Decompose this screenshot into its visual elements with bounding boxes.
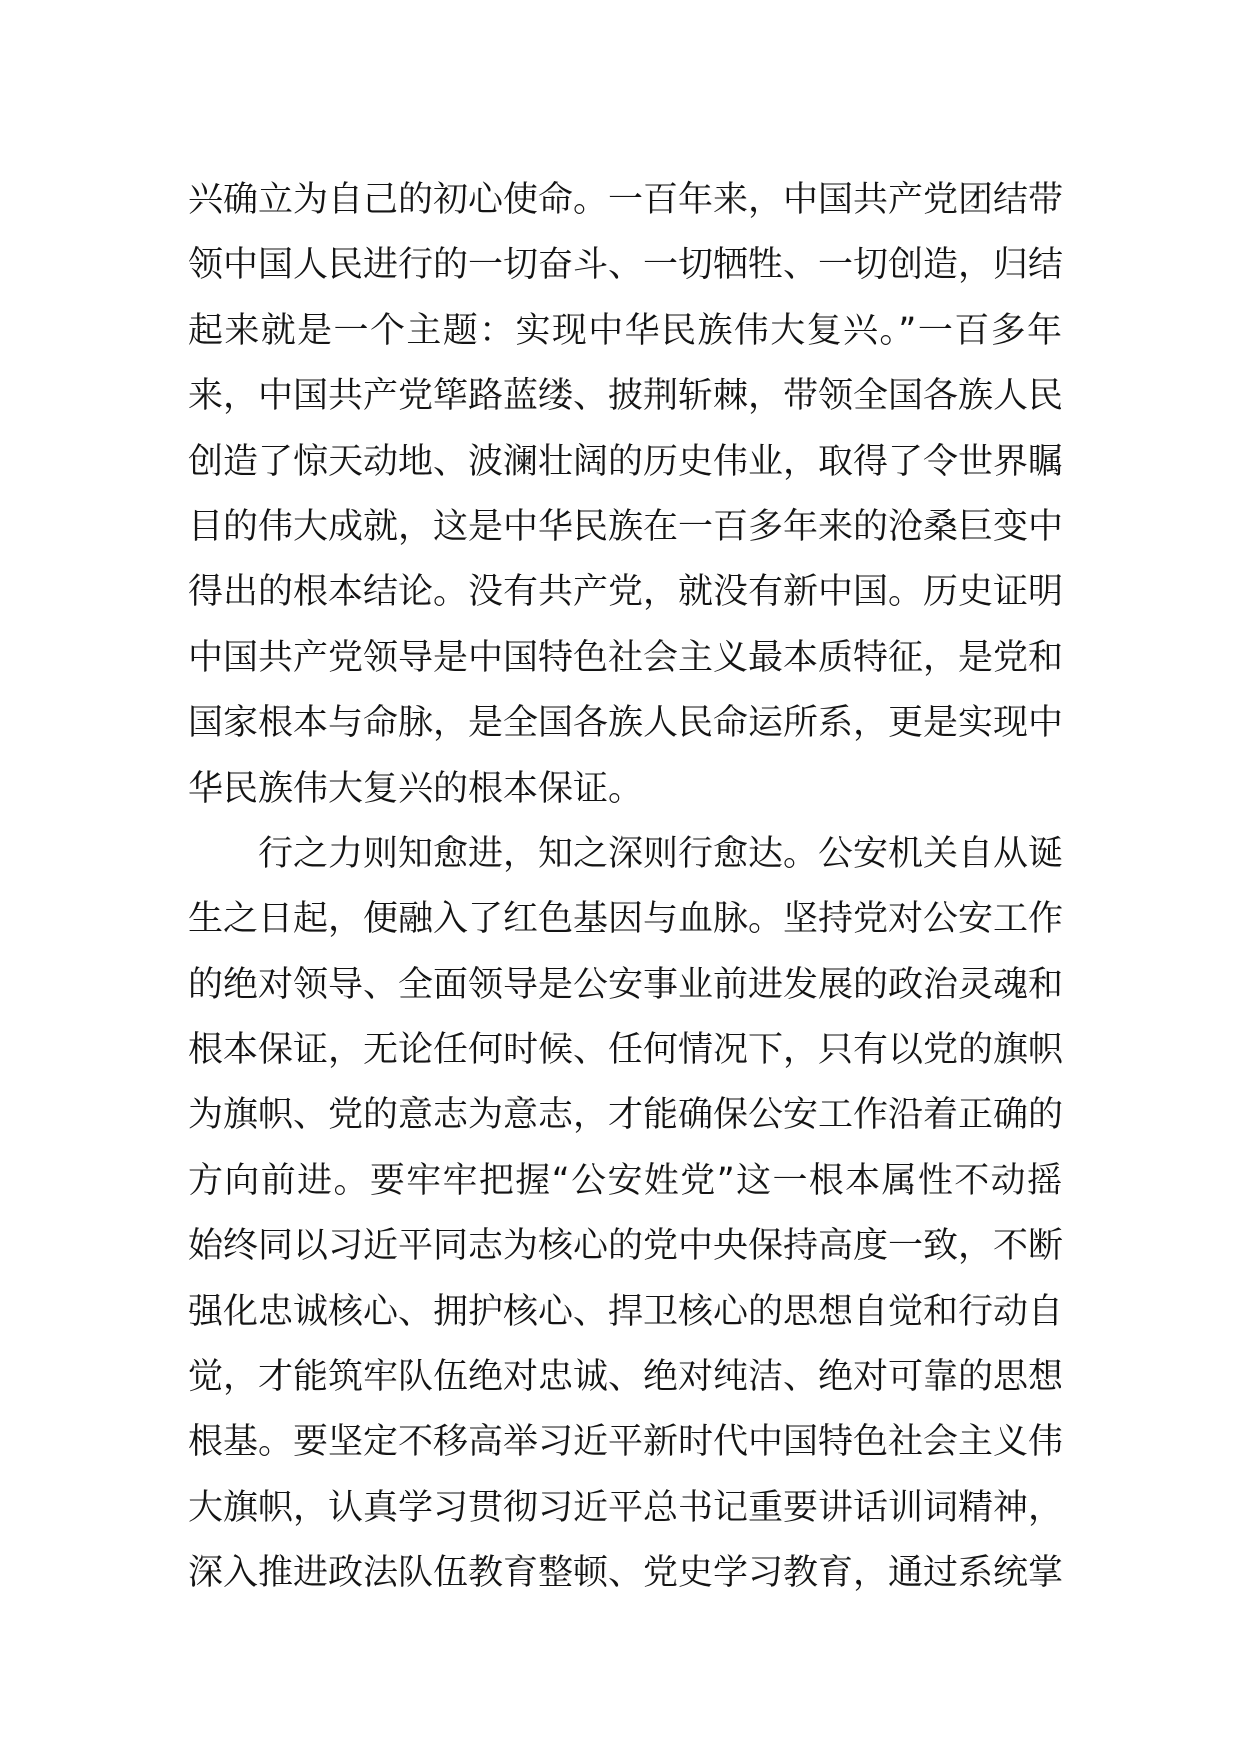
text-line: 目的伟大成就，这是中华民族在一百多年来的沧桑巨变中: [188, 506, 1064, 547]
text-line: 为旗帜、党的意志为意志，才能确保公安工作沿着正确的: [188, 1095, 1064, 1136]
text-line: 起来就是一个主题：实现中华民族伟大复兴。”一百多年: [188, 310, 1062, 351]
text-line: 大旗帜，认真学习贯彻习近平总书记重要讲话训词精神，: [188, 1487, 1064, 1528]
text-line: 来，中国共产党筚路蓝缕、披荆斩棘，带领全国各族人民: [188, 376, 1064, 417]
paragraph-first-line: 行之力则知愈进，知之深则行愈达。公安机关自从诞: [258, 833, 1064, 874]
text-line: 始终同以习近平同志为核心的党中央保持高度一致，不断: [188, 1226, 1064, 1267]
text-line: 兴确立为自己的初心使命。一百年来，中国共产党团结带: [188, 180, 1064, 220]
text-line: 得出的根本结论。没有共产党，就没有新中国。历史证明: [188, 572, 1064, 613]
text-line: 创造了惊天动地、波澜壮阔的历史伟业，取得了令世界瞩: [188, 441, 1064, 482]
text-line: 领中国人民进行的一切奋斗、一切牺牲、一切创造，归结: [188, 245, 1064, 286]
text-line: 的绝对领导、全面领导是公安事业前进发展的政治灵魂和: [188, 964, 1064, 1005]
text-line: 强化忠诚核心、拥护核心、捍卫核心的思想自觉和行动自: [188, 1291, 1064, 1332]
text-line: 方向前进。要牢牢把握“公安姓党”这一根本属性不动摇: [188, 1160, 1062, 1201]
text-line: 华民族伟大复兴的根本保证。: [188, 768, 644, 809]
text-line: 深入推进政法队伍教育整顿、党史学习教育，通过系统掌: [188, 1553, 1064, 1594]
text-line: 生之日起，便融入了红色基因与血脉。坚持党对公安工作: [188, 899, 1064, 940]
text-line: 根基。要坚定不移高举习近平新时代中国特色社会主义伟: [188, 1422, 1064, 1463]
body-text: [188, 168, 1062, 1607]
text-line: 根本保证，无论任何时候、任何情况下，只有以党的旗帜: [188, 1030, 1064, 1071]
text-line: 觉，才能筑牢队伍绝对忠诚、绝对纯洁、绝对可靠的思想: [188, 1357, 1064, 1398]
text-line: 国家根本与命脉，是全国各族人民命运所系，更是实现中: [188, 703, 1064, 744]
text-line: 中国共产党领导是中国特色社会主义最本质特征，是党和: [188, 637, 1064, 678]
